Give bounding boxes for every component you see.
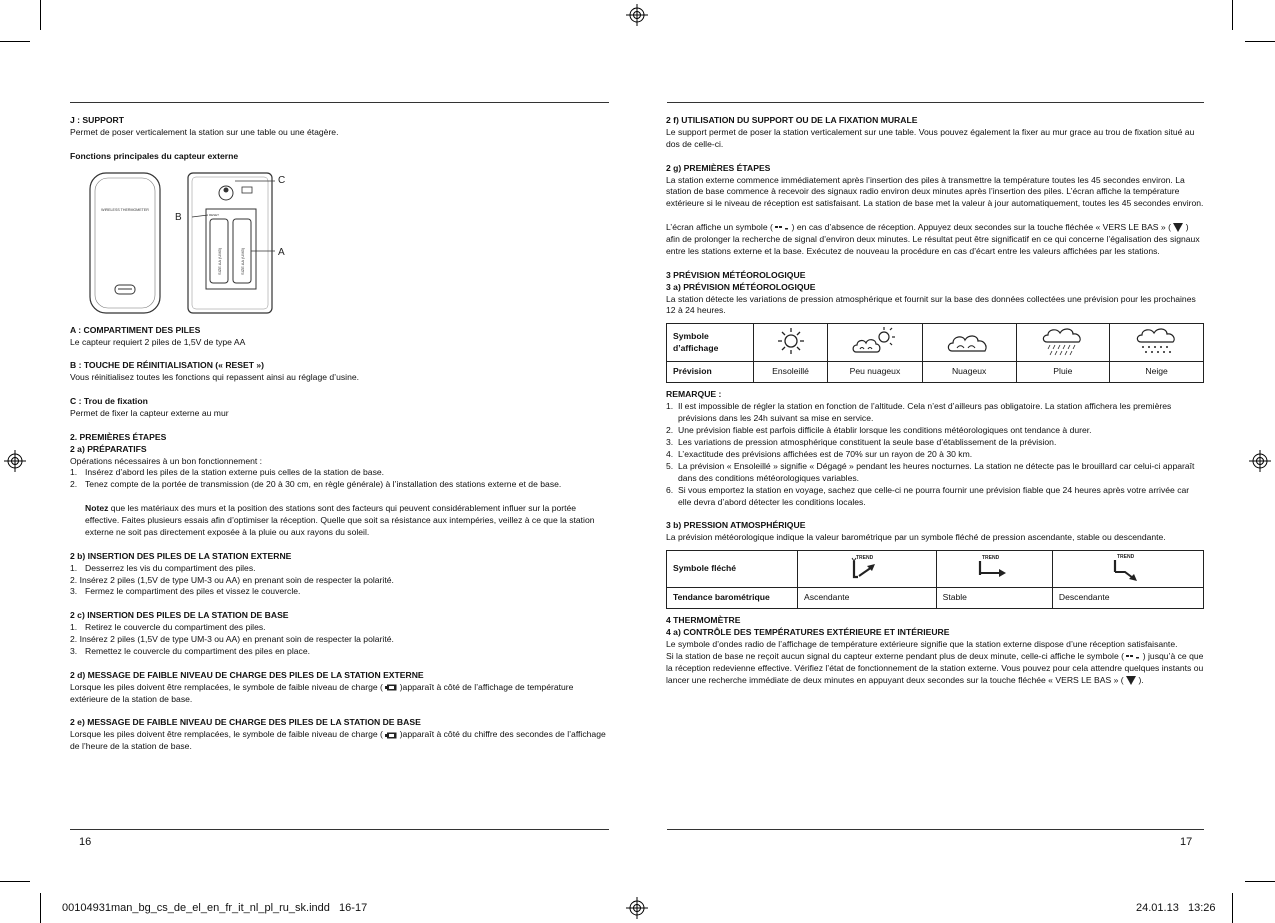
table-cell: Peu nuageux bbox=[828, 362, 923, 383]
right-bottom-rule bbox=[667, 829, 1204, 830]
table-header-cell: Tendance barométrique bbox=[667, 588, 798, 609]
list-item: 1. Il est impossible de régler la station en fonction de l’altitude. Cela n’est d’ailleurs pas obligatoire. La station affichera les premières prévisions dans les 24h suivant sa mise en service. bbox=[666, 401, 1172, 424]
sun-icon bbox=[774, 326, 808, 356]
crop-mark bbox=[0, 41, 30, 42]
paragraph: La prévision météorologique indique la valeur barométrique par un symbole fléché de pression ascendante, stable ou descendante. bbox=[666, 532, 1166, 543]
table-cell bbox=[754, 324, 828, 362]
list-item: 1. Retirez le couvercle du compartiment des piles. bbox=[70, 622, 266, 633]
table-cell bbox=[1110, 324, 1204, 362]
table-cell: Ascendante bbox=[798, 588, 937, 609]
crop-mark bbox=[1232, 0, 1233, 30]
left-top-rule bbox=[70, 102, 609, 103]
heading-3: 3 PRÉVISION MÉTÉOROLOGIQUE bbox=[666, 269, 806, 280]
table-cell bbox=[1052, 551, 1203, 588]
heading-2b: 2 b) INSERTION DES PILES DE LA STATION EXTERNE bbox=[70, 550, 292, 561]
heading-2c: 2 c) INSERTION DES PILES DE LA STATION DE BASE bbox=[70, 610, 289, 621]
sensor-diagram bbox=[70, 167, 310, 323]
table-cell: Neige bbox=[1110, 362, 1204, 383]
no-signal-dashes-icon bbox=[775, 225, 789, 231]
registration-mark-icon bbox=[4, 450, 26, 472]
slug-datetime: 24.01.13 13:26 bbox=[1136, 902, 1216, 914]
crop-mark bbox=[1245, 881, 1275, 882]
table-row bbox=[667, 324, 1204, 362]
registration-mark-icon bbox=[626, 4, 648, 26]
table-cell: Pluie bbox=[1016, 362, 1110, 383]
reset-text: RESET bbox=[209, 212, 220, 217]
crop-mark bbox=[40, 893, 41, 923]
trend-word: TREND bbox=[855, 555, 874, 562]
paragraph: Le capteur requiert 2 piles de 1,5V de type AA bbox=[70, 336, 246, 347]
sensor-figure bbox=[70, 167, 608, 325]
callout-c: C bbox=[278, 174, 286, 186]
trend-word: TREND bbox=[982, 555, 1000, 562]
right-page bbox=[666, 115, 1204, 687]
heading-4a: 4 a) CONTRÔLE DES TEMPÉRATURES EXTÉRIEURE ET INTÉRIEURE bbox=[666, 627, 950, 638]
list-item: 5. La prévision « Ensoleillé » signifie « Dégagé » pendant les heures nocturnes. La station ne détecte pas le brouillard car celui-ci apparaît dans des conditions météorologiques variables. bbox=[666, 460, 1195, 483]
list-item: 3. Remettez le couvercle du compartiment des piles en place. bbox=[70, 645, 310, 656]
down-arrow-icon bbox=[1126, 676, 1136, 685]
paragraph: Vous réinitialisez toutes les fonctions qui repassent ainsi au réglage d’usine. bbox=[70, 372, 360, 383]
table-row bbox=[667, 362, 1204, 383]
heading-c: C : Trou de fixation bbox=[70, 396, 148, 407]
table-cell bbox=[828, 324, 923, 362]
heading-functions: Fonctions principales du capteur externe bbox=[70, 150, 239, 161]
low-battery-icon bbox=[385, 684, 397, 691]
trend-stable-icon bbox=[976, 553, 1012, 581]
table-header-cell: Prévision bbox=[667, 362, 754, 383]
registration-mark-icon bbox=[626, 897, 648, 919]
heading-2: 2. PREMIÈRES ÉTAPES bbox=[70, 431, 167, 442]
table-cell: Descendante bbox=[1052, 588, 1203, 609]
table-cell bbox=[936, 551, 1052, 588]
table-cell: Nuageux bbox=[922, 362, 1016, 383]
table-cell: Stable bbox=[936, 588, 1052, 609]
heading-2d: 2 d) MESSAGE DE FAIBLE NIVEAU DE CHARGE DES PILES DE LA STATION EXTERNE bbox=[70, 669, 424, 680]
registration-mark-icon bbox=[1249, 450, 1271, 472]
no-signal-dashes-icon bbox=[1126, 654, 1140, 660]
paragraph: Le symbole d’ondes radio de l’affichage de température extérieure signifie que la station externe dispose d’une réception satisfaisante. bbox=[666, 638, 1178, 649]
paragraph: Lorsque les piles doivent être remplacées, le symbole de faible niveau de charge ( )apparaît à côté du chiffre des secondes de l’affichage de l’heure de la station de base. bbox=[70, 729, 606, 752]
paragraph: Si la station de base ne reçoit aucun signal du capteur externe pendant plus de deux minute, celle-ci affiche le symbole ( ) jusqu’à ce que la réception redevienne effective. Vérifiez l’état de fonctionnement de la station externe. Vous pouvez pour cela attendre quelques instants ou lancer une recherche immédiate de deux minutes en appuyant deux secondes sur la touche fléchée « VERS LE BAS » ( ). bbox=[666, 650, 1204, 685]
forecast-table bbox=[666, 323, 1204, 383]
note-paragraph: Notez que les matériaux des murs et la position des stations sont des facteurs qui peuvent considérablement influer sur la portée effective. Faites plusieurs essais afin d’optimiser la réception. Quelle que soit sa résistance aux intempéries, veillez à ce que la station externe ne soit pas directement exposée à la pluie ou aux rayons du soleil. bbox=[85, 503, 595, 537]
heading-4: 4 THERMOMÈTRE bbox=[666, 615, 741, 626]
page-number-left: 16 bbox=[79, 836, 92, 848]
left-page bbox=[70, 115, 608, 753]
heading-b: B : TOUCHE DE RÉINITIALISATION (« RESET ») bbox=[70, 360, 265, 371]
crop-mark bbox=[40, 0, 41, 30]
crop-mark bbox=[1245, 41, 1275, 42]
table-header-cell: Symbole d’affichage bbox=[667, 324, 754, 362]
list-item: 2. Insérez 2 piles (1,5V de type UM-3 ou AA) en prenant soin de respecter la polarité. bbox=[70, 634, 394, 645]
list-item: 2. Insérez 2 piles (1,5V de type UM-3 ou AA) en prenant soin de respecter la polarité. bbox=[70, 574, 394, 585]
slug-filename: 00104931man_bg_cs_de_el_en_fr_it_nl_pl_ru_sk.indd 16-17 bbox=[62, 902, 368, 914]
right-top-rule bbox=[667, 102, 1204, 103]
list-item: 3. Fermez le compartiment des piles et vissez le couvercle. bbox=[70, 586, 301, 597]
table-cell bbox=[922, 324, 1016, 362]
callout-a: A bbox=[278, 246, 285, 258]
heading-j: J : SUPPORT bbox=[70, 115, 124, 125]
trend-down-icon bbox=[1111, 552, 1145, 582]
snow-icon bbox=[1132, 325, 1182, 357]
heading-2g: 2 g) PREMIÈRES ÉTAPES bbox=[666, 162, 771, 173]
crop-mark bbox=[1232, 893, 1233, 923]
low-battery-icon bbox=[385, 732, 397, 739]
left-bottom-rule bbox=[70, 829, 609, 830]
heading-remarque: REMARQUE : bbox=[666, 389, 722, 400]
heading-a: A : COMPARTIMENT DES PILES bbox=[70, 324, 201, 335]
heading-3b: 3 b) PRESSION ATMOSPHÉRIQUE bbox=[666, 520, 806, 531]
trend-word: TREND bbox=[1116, 554, 1135, 561]
paragraph: L’écran affiche un symbole ( ) en cas d’absence de réception. Appuyez deux secondes sur la touche fléchée « VERS LE BAS » ( ) afin de prolonger la recherche de signal d’environ deux minutes. Le résultat peut être significatif en ce qui concerne l’égalisation des signaux entre les stations externe et la base. Exécutez de nouveau la procédure en cas d’écart entre les valeurs affichées par les stations. bbox=[666, 222, 1200, 256]
paragraph: La station détecte les variations de pression atmosphérique et fournit sur la base des données collectées une prévision pour les prochaines 12 à 24 heures. bbox=[666, 293, 1196, 316]
paragraph: Permet de fixer la capteur externe au mur bbox=[70, 407, 229, 418]
heading-3a: 3 a) PRÉVISION MÉTÉOROLOGIQUE bbox=[666, 281, 816, 292]
paragraph: Opérations nécessaires à un bon fonctionnement : bbox=[70, 455, 263, 466]
thermo-label: WIRELESS THERMOMETER bbox=[101, 207, 149, 212]
table-cell bbox=[1016, 324, 1110, 362]
page-number-right: 17 bbox=[1180, 836, 1193, 848]
battery-text: SIZE AA (UM3) bbox=[240, 247, 245, 275]
list-item: 1. Insérez d’abord les piles de la station externe puis celles de la station de base. bbox=[70, 467, 385, 478]
paragraph: Lorsque les piles doivent être remplacées, le symbole de faible niveau de charge ( )apparaît à côté de l’affichage de température extérieure de la station de base. bbox=[70, 681, 574, 704]
paragraph: Le support permet de poser la station verticalement sur une table. Vous pouvez également la fixer au mur grace au trou de fixation situé au dos de celle-ci. bbox=[666, 126, 1195, 149]
list-item: 2. Tenez compte de la portée de transmission (de 20 à 30 cm, en règle générale) à l’installation des stations externe et de base. bbox=[70, 479, 562, 490]
list-item: 6. Si vous emportez la station en voyage, sachez que celle-ci ne pourra fournir une prévision fiable que 24 heures après votre arrivée car elle devra d’abord détecter les conditions locales. bbox=[666, 484, 1190, 507]
paragraph: Permet de poser verticalement la station sur une table ou une étagère. bbox=[70, 126, 339, 137]
cloudy-icon bbox=[944, 326, 994, 356]
callout-b: B bbox=[175, 211, 182, 223]
heading-2a: 2 a) PRÉPARATIFS bbox=[70, 443, 147, 454]
list-item: 2. Une prévision fiable est parfois difficile à établir lorsque les conditions météorologiques ont tendance à durer. bbox=[666, 425, 1092, 436]
list-item: 3. Les variations de pression atmosphérique constituent la seule base d’établissement de la prévision. bbox=[666, 436, 1057, 447]
trend-up-icon bbox=[850, 553, 884, 581]
list-item: 4. L’exactitude des prévisions affichées est de 70% sur un rayon de 20 à 30 km. bbox=[666, 448, 973, 459]
table-header-cell: Symbole fléché bbox=[667, 551, 798, 588]
crop-mark bbox=[0, 881, 30, 882]
list-item: 1. Desserrez les vis du compartiment des piles. bbox=[70, 562, 256, 573]
table-cell bbox=[798, 551, 937, 588]
table-row bbox=[667, 551, 1204, 588]
partly-cloudy-icon bbox=[850, 326, 900, 356]
heading-2f: 2 f) UTILISATION DU SUPPORT OU DE LA FIXATION MURALE bbox=[666, 115, 918, 125]
trend-table bbox=[666, 550, 1204, 609]
heading-2e: 2 e) MESSAGE DE FAIBLE NIVEAU DE CHARGE DES PILES DE LA STATION DE BASE bbox=[70, 717, 421, 728]
paragraph: La station externe commence immédiatement après l’insertion des piles à transmettre la température toutes les 45 secondes environ. La station de base commence à recevoir des signaux radio environ deux minutes après l’insertion des piles. L’écran affiche la température extérieure si le niveau de réception est satisfaisant. La station de base met la valeur à jour automatiquement, toutes les 45 secondes environ. bbox=[666, 174, 1204, 209]
rain-icon bbox=[1038, 325, 1088, 357]
table-row bbox=[667, 588, 1204, 609]
table-cell: Ensoleillé bbox=[754, 362, 828, 383]
battery-text: SIZE AA (UM3) bbox=[217, 247, 222, 275]
down-arrow-icon bbox=[1173, 223, 1183, 232]
